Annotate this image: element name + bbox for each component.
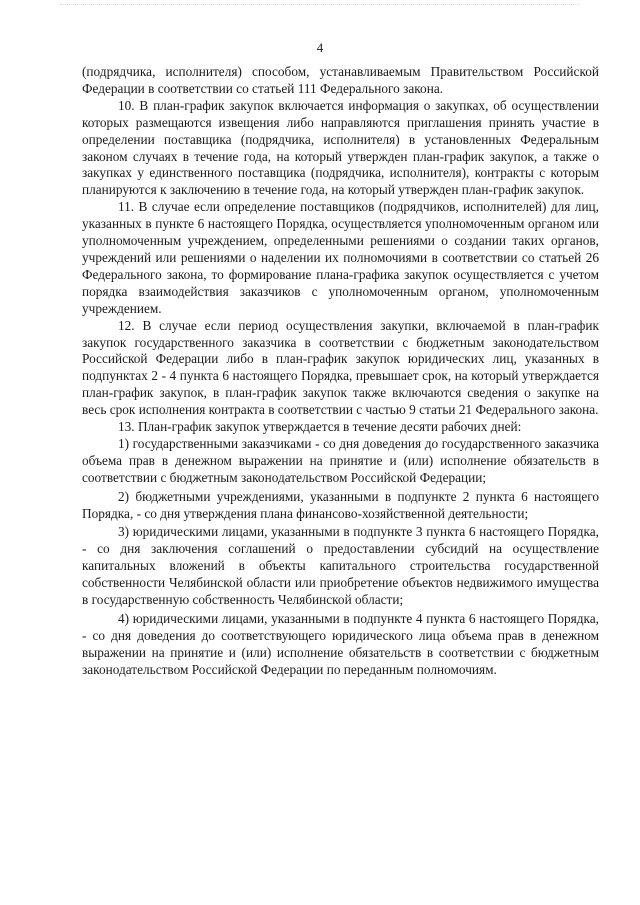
page-number: 4 [316, 40, 324, 55]
paragraph-continuation: (подрядчика, исполнителя) способом, устанавливаемым Правительством Российской Федерации в соответствии со статьей 111 Федерального закона. [82, 64, 599, 96]
paragraph-item-11: 11. В случае если определение поставщиков (подрядчиков, исполнителей) для лиц, указанных в пункте 6 настоящего Порядка, осуществляется уполномоченным органом или уполномоченным учреждением, определенными решениями о создании таких органов, учреждений или решениями о наделении их полномочиями в соответствии со статьей 26 Федерального закона, то формирование плана-графика закупок осуществляется с учетом порядка взаимодействия заказчиков с уполномоченным органом, уполномоченным учреждением. [82, 199, 599, 316]
scan-artifact [60, 4, 580, 7]
subparagraph-3: 3) юридическими лицами, указанными в подпункте 3 пункта 6 настоящего Порядка, - со дня заключения соглашений о предоставлении субсидий на осуществление капитальных вложений в объекты капитального строительства государственной собственности Челябинской области или приобретение объектов недвижимого имущества в государственную собственность Челябинской области; [82, 524, 599, 608]
subparagraph-1: 1) государственными заказчиками - со дня доведения до государственного заказчика объема прав в денежном выражении на принятие и (или) исполнение обязательств в соответствии с бюджетным законодательством Российской Федерации; [82, 435, 599, 485]
paragraph-item-12: 12. В случае если период осуществления закупки, включаемой в план-график закупок государственного заказчика в соответствии с бюджетным законодательством Российской Федерации либо в план-график закупок юридических лиц, указанных в подпунктах 2 - 4 пункта 6 настоящего Порядка, превышает срок, на который утверждается план-график закупок, в план-график закупок также включаются сведения о закупке на весь срок исполнения контракта в соответствии с частью 9 статьи 21 Федерального закона. [82, 317, 599, 418]
subparagraph-2: 2) бюджетными учреждениями, указанными в подпункте 2 пункта 6 настоящего Порядка, - со дня утверждения плана финансово-хозяйственной деятельности; [82, 488, 599, 521]
paragraph-item-13: 13. План-график закупок утверждается в течение десяти рабочих дней: [118, 419, 522, 435]
document-body [82, 64, 599, 679]
subparagraph-4: 4) юридическими лицами, указанными в подпункте 4 пункта 6 настоящего Порядка, - со дня доведения до соответствующего юридического лица объема прав в денежном выражении на принятие и (или) исполнение обязательств в соответствии с бюджетным законодательством Российской Федерации по переданным полномочиям. [82, 611, 599, 677]
paragraph-item-10: 10. В план-график закупок включается информация о закупках, об осуществлении которых размещаются извещения либо направляются приглашения принять участие в определении поставщика (подрядчика, исполнителя) в установленных Федеральным законом случаях в течение года, на который утвержден план-график закупок, а также о закупках у единственного поставщика (подрядчика, исполнителя), контракты с которым планируются к заключению в течение года, на который утвержден план-график закупок. [82, 97, 599, 198]
